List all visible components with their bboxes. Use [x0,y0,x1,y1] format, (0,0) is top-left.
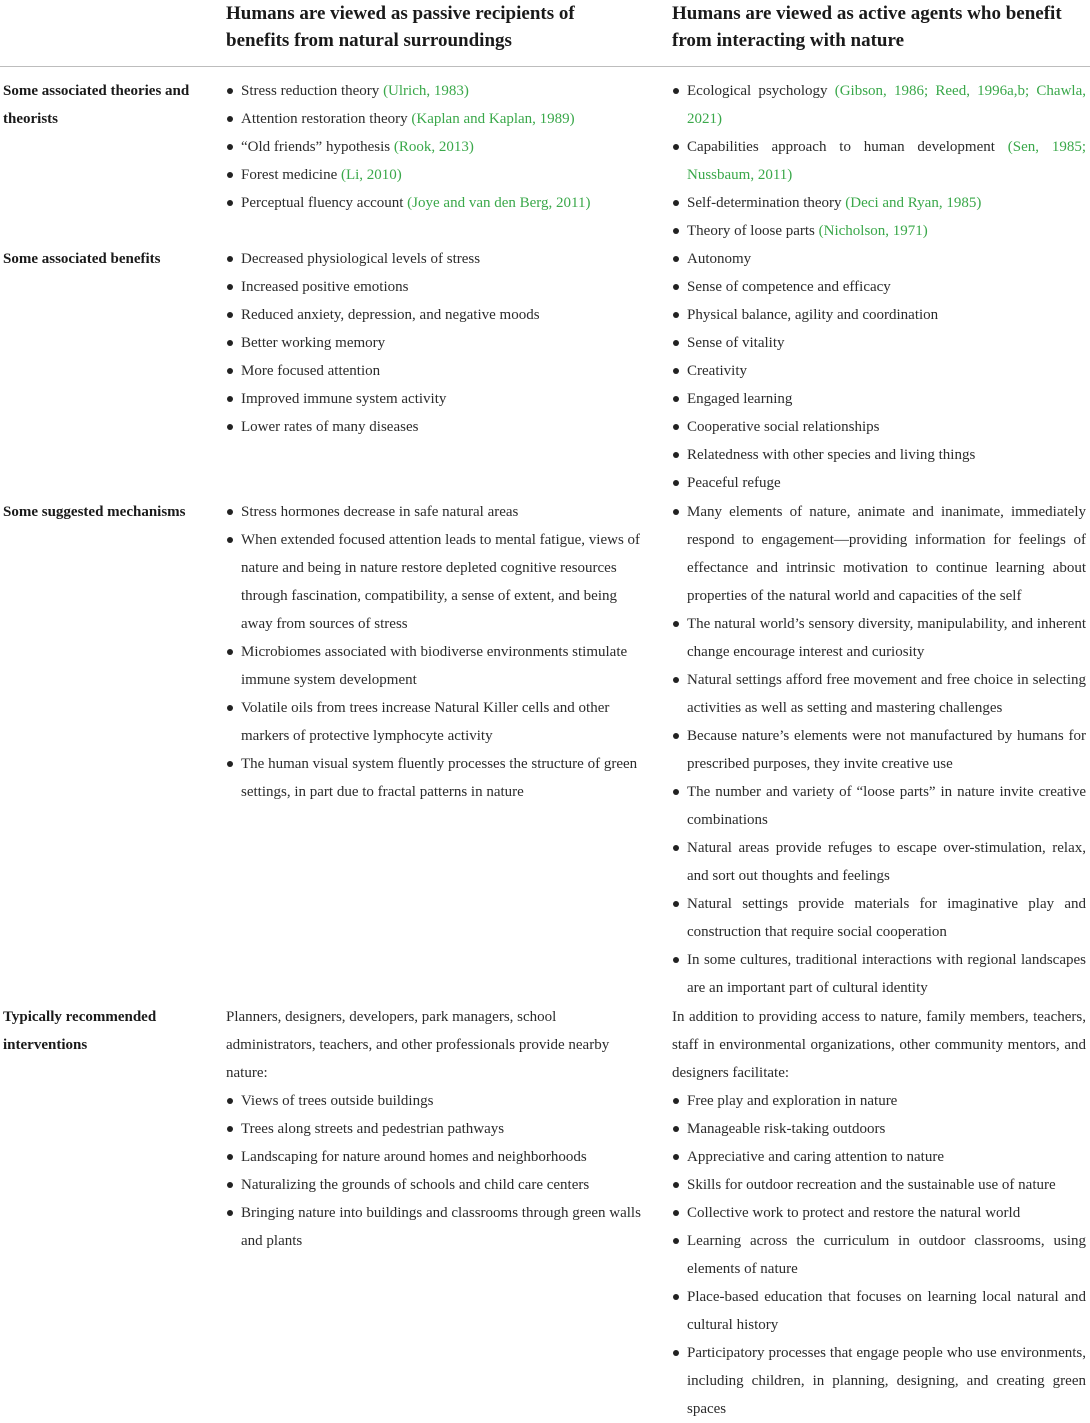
citation-link[interactable]: (Joye and van den Berg, 2011) [407,195,591,211]
list-item [672,217,1086,245]
list-item [672,357,1086,385]
item-text: Cooperative social relationships [687,419,880,435]
item-text: Lower rates of many diseases [241,419,419,435]
item-text: Free play and exploration in nature [687,1093,898,1109]
list-item [672,722,1086,778]
item-text: Stress hormones decrease in safe natural areas [241,504,519,520]
item-text: Physical balance, agility and coordination [687,307,939,323]
list-item [226,694,642,750]
list-item [672,834,1086,890]
item-text: Skills for outdoor recreation and the sustainable use of nature [687,1177,1056,1193]
list-item [672,413,1086,441]
list-item [226,161,642,189]
item-text: Collective work to protect and restore the natural world [687,1205,1021,1221]
citation-link[interactable]: (Gibson, 1986; Reed, 1996a,b; Chawla, 2021) [687,83,1086,127]
list-item [226,750,642,806]
item-text: Engaged learning [687,391,793,407]
active-column-cell [672,77,1086,245]
item-text: Peaceful refuge [687,475,781,491]
item-text: Stress reduction theory [241,83,384,99]
item-text: Ecological psychology [687,83,835,99]
passive-column-cell [226,77,642,217]
list-item [672,946,1086,1002]
item-text: Learning across the curriculum in outdoor classrooms, using elements of nature [687,1233,1086,1277]
passive-column-cell [226,498,642,806]
item-text: Decreased physiological levels of stress [241,251,481,267]
list-item [672,1339,1086,1423]
item-text: In some cultures, traditional interactions with regional landscapes are an important part of cultural identity [687,952,1086,996]
list-item [672,133,1086,189]
item-text: The human visual system fluently processes the structure of green settings, in part due to fractal patterns in nature [241,756,638,800]
list-item [226,301,642,329]
item-text: Place-based education that focuses on learning local natural and cultural history [687,1289,1086,1333]
item-text: The number and variety of “loose parts” in nature invite creative combinations [687,784,1086,828]
item-text: Volatile oils from trees increase Natural Killer cells and other markers of protective lymphocyte activity [241,700,610,744]
passive-column-cell [226,1003,642,1255]
item-text: Bringing nature into buildings and classrooms through green walls and plants [241,1205,641,1249]
item-text: Theory of loose parts [687,223,819,239]
item-text: Appreciative and caring attention to nature [687,1149,944,1165]
list-item [226,526,642,638]
list-item [226,105,642,133]
citation-link[interactable]: (Kaplan and Kaplan, 1989) [411,111,575,127]
item-text: Sense of competence and efficacy [687,279,891,295]
item-text: The natural world’s sensory diversity, manipulability, and inherent change encourage interest and curiosity [687,616,1086,660]
list-item [672,329,1086,357]
item-text: Sense of vitality [687,335,785,351]
item-text: Autonomy [687,251,752,267]
list-item [226,413,642,441]
list-item [672,301,1086,329]
row-label: Some associated theories and theorists [3,83,190,127]
list-item [672,1115,1086,1143]
list-item [226,245,642,273]
active-column-cell [672,245,1086,497]
list-item [226,1199,642,1255]
item-text: Creativity [687,363,747,379]
row-label: Typically recommended interventions [3,1009,157,1053]
list-item [672,1087,1086,1115]
intro-paragraph: Planners, designers, developers, park managers, school administrators, teachers, and other professionals provide nearby nature: [226,1009,610,1081]
item-text: Increased positive emotions [241,279,409,295]
active-column-cell [672,1003,1086,1423]
item-text: Microbiomes associated with biodiverse environments stimulate immune system development [241,644,628,688]
item-text: Forest medicine [241,167,341,183]
list-item [672,385,1086,413]
item-text: Natural areas provide refuges to escape over-stimulation, relax, and sort out thoughts and feelings [687,840,1086,884]
list-item [672,778,1086,834]
list-item [226,273,642,301]
intro-paragraph: In addition to providing access to nature, family members, teachers, staff in environmental organizations, other community mentors, and designers facilitate: [672,1009,1086,1081]
item-text: Reduced anxiety, depression, and negative moods [241,307,540,323]
citation-link[interactable]: (Li, 2010) [340,167,402,183]
list-item [672,469,1086,497]
list-item [672,1171,1086,1199]
list-item [226,77,642,105]
list-item [226,638,642,694]
list-item [672,1283,1086,1339]
list-item [226,498,642,526]
list-item [672,610,1086,666]
list-item [226,1171,642,1199]
list-item [672,189,1086,217]
citation-link[interactable]: (Rook, 2013) [393,139,474,155]
item-text: Natural settings afford free movement and free choice in selecting activities as well as setting and mastering challenges [687,672,1086,716]
item-text: “Old friends” hypothesis [241,139,394,155]
item-text: When extended focused attention leads to mental fatigue, views of nature and being in nature restore depleted cognitive resources through fascination, compatibility, a sense of extent, and being away from sources of stress [241,532,641,632]
item-text: Many elements of nature, animate and inanimate, immediately respond to engagement—providing information for feelings of effectance and intrinsic motivation to continue learning about properties of the natural world and capacities of the self [687,504,1086,604]
active-column-cell [672,498,1086,1002]
item-text: Relatedness with other species and living things [687,447,976,463]
list-item [672,273,1086,301]
list-item [226,133,642,161]
list-item [672,890,1086,946]
item-text: Better working memory [241,335,386,351]
list-item [672,1143,1086,1171]
item-text: Attention restoration theory [241,111,412,127]
header-active-agents: Humans are viewed as active agents who benefit from interacting with nature [672,3,1062,51]
item-text: Landscaping for nature around homes and neighborhoods [241,1149,587,1165]
item-text: Views of trees outside buildings [241,1093,434,1109]
list-item [226,189,642,217]
list-item [226,329,642,357]
list-item [672,1199,1086,1227]
item-text: Natural settings provide materials for imaginative play and construction that require social cooperation [687,896,1086,940]
list-item [226,385,642,413]
item-text: Perceptual fluency account [241,195,408,211]
list-item [226,1143,642,1171]
table-header [0,0,1090,67]
list-item [226,1115,642,1143]
item-text: Because nature’s elements were not manufactured by humans for prescribed purposes, they invite creative use [687,728,1086,772]
citation-link[interactable]: (Sen, 1985; Nussbaum, 2011) [687,139,1086,183]
list-item [226,1087,642,1115]
row-label: Some associated benefits [3,251,161,267]
item-text: Self-determination theory [687,195,846,211]
item-text: Participatory processes that engage people who use environments, including children, in planning, designing, and creating green spaces [687,1345,1086,1417]
item-text: Naturalizing the grounds of schools and child care centers [241,1177,590,1193]
list-item [672,77,1086,133]
row-label: Some suggested mechanisms [3,504,186,520]
list-item [672,245,1086,273]
list-item [672,666,1086,722]
list-item [226,357,642,385]
citation-link[interactable]: (Ulrich, 1983) [383,83,469,99]
list-item [672,1227,1086,1283]
citation-link[interactable]: (Deci and Ryan, 1985) [845,195,982,211]
item-text: Capabilities approach to human development [687,139,1008,155]
item-text: Manageable risk-taking outdoors [687,1121,886,1137]
list-item [672,441,1086,469]
header-passive-recipients: Humans are viewed as passive recipients of benefits from natural surroundings [226,3,575,51]
list-item [672,498,1086,610]
item-text: Improved immune system activity [241,391,447,407]
item-text: More focused attention [241,363,381,379]
item-text: Trees along streets and pedestrian pathways [241,1121,505,1137]
passive-column-cell [226,245,642,441]
citation-link[interactable]: (Nicholson, 1971) [818,223,928,239]
